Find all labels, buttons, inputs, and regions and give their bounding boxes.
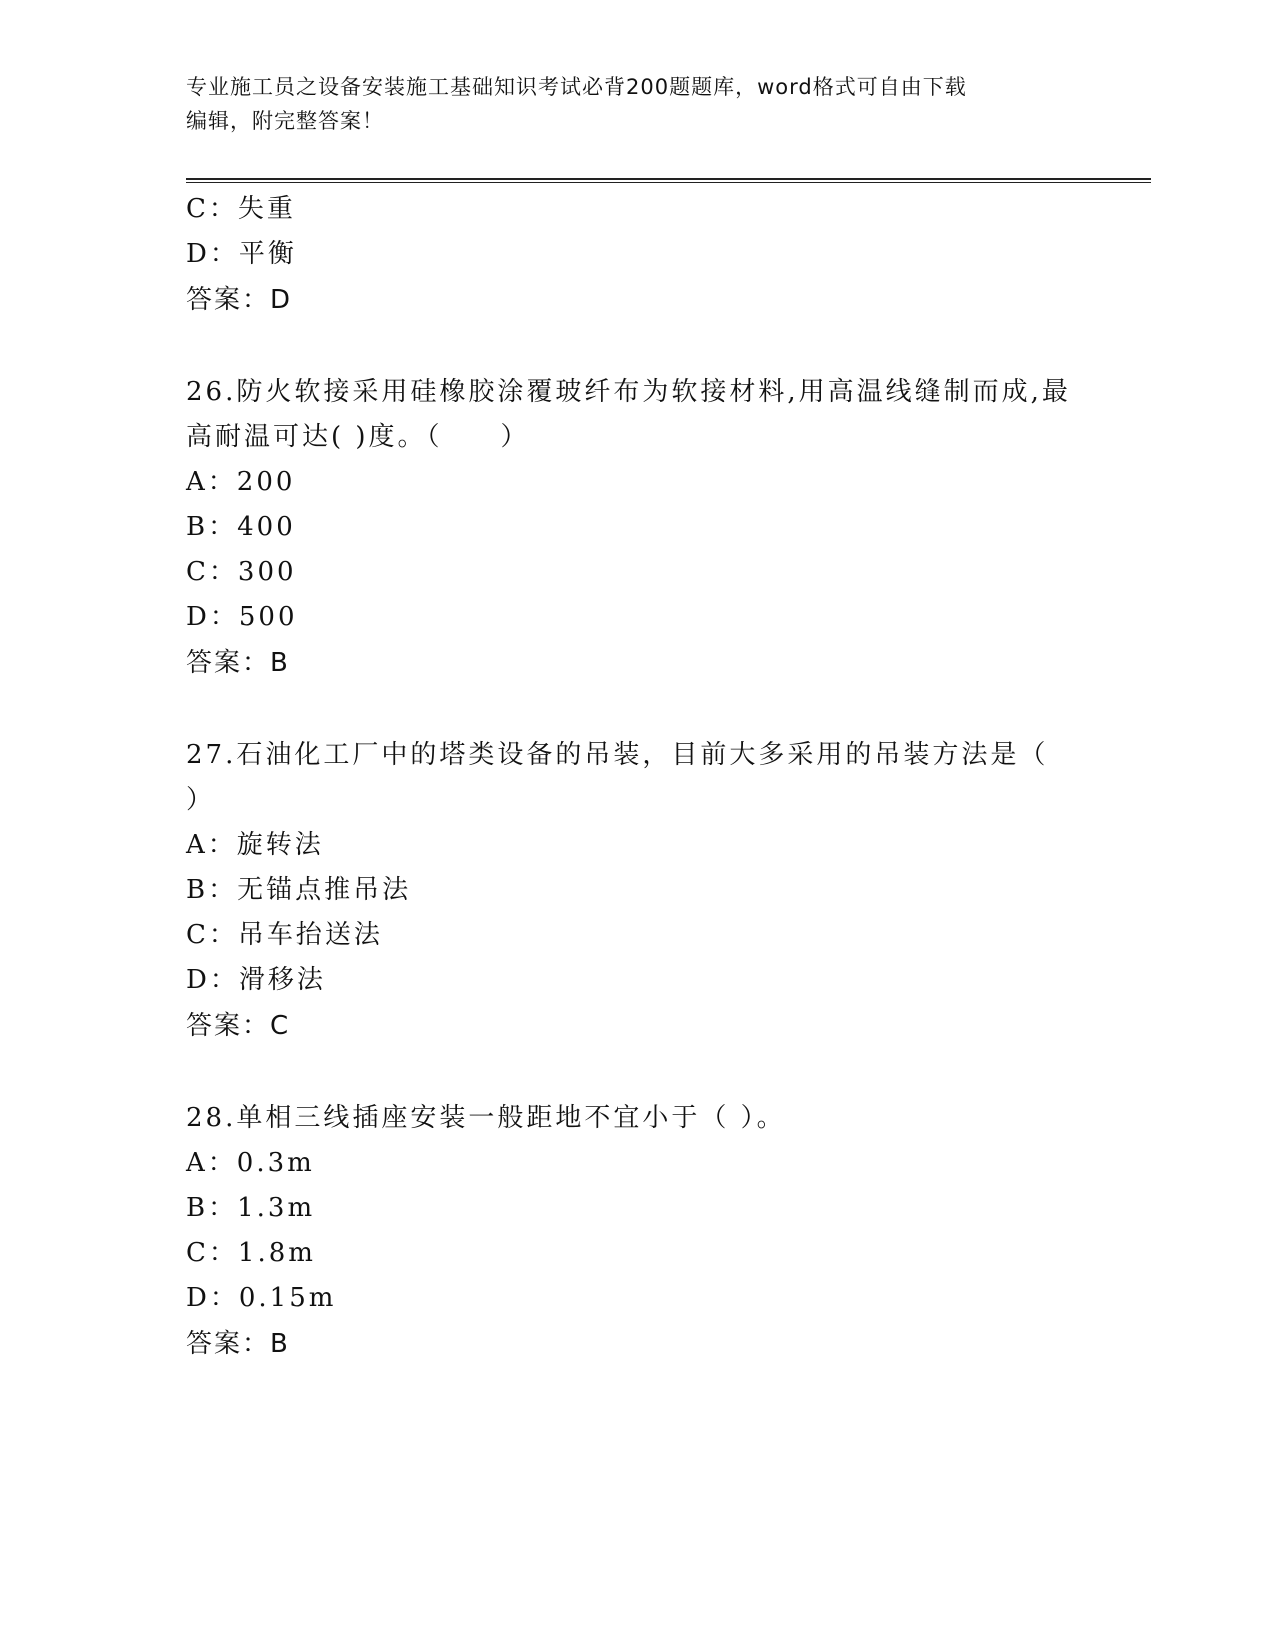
option-c: C：1.8m (186, 1238, 316, 1268)
answer-line: 答案：D (186, 285, 293, 315)
option-a: A：0.3m (186, 1148, 315, 1178)
question-25-tail (186, 187, 1086, 323)
option-d: D：平衡 (186, 239, 297, 269)
option-a: A：200 (186, 467, 296, 497)
header-title-line-1: 专业施工员之设备安装施工基础知识考试必背200题题库，word格式可自由下载 (186, 75, 967, 99)
question-number: 26 . (186, 377, 236, 407)
question-text-line-2: ） (186, 785, 216, 815)
option-d: D：500 (186, 602, 298, 632)
question-28 (186, 1096, 1086, 1367)
option-d: D：0.15m (186, 1283, 337, 1313)
question-text-line-2: 高耐温可达( )度。（ ） (186, 422, 530, 452)
question-text-line-1: 27 . 石油化工厂中的塔类设备的吊装，目前大多采用的吊装方法是（ (186, 733, 1086, 778)
option-d: D：滑移法 (186, 965, 326, 995)
option-a: A：旋转法 (186, 830, 324, 860)
option-c: C：300 (186, 557, 297, 587)
answer-line: 答案：B (186, 648, 290, 678)
answer-line: 答案：C (186, 1011, 291, 1041)
header-divider (186, 178, 1151, 183)
option-c: C：失重 (186, 194, 296, 224)
answer-line: 答案：B (186, 1329, 290, 1359)
option-b: B：400 (186, 512, 296, 542)
question-text-line-1: 28 . 单相三线插座安装一般距地不宜小于（ ）。 (186, 1096, 1086, 1141)
option-c: C：吊车抬送法 (186, 920, 383, 950)
question-number: 28 . (186, 1103, 236, 1133)
question-27 (186, 733, 1086, 1049)
option-b: B：无锚点推吊法 (186, 875, 412, 905)
question-list (186, 187, 1086, 1367)
question-text-line-1: 26 . 防火软接采用硅橡胶涂覆玻纤布为软接材料,用高温线缝制而成,最 (186, 370, 1086, 415)
question-26 (186, 370, 1086, 686)
option-b: B：1.3m (186, 1193, 316, 1223)
question-number: 27 . (186, 740, 236, 770)
document-header (186, 70, 1066, 138)
header-title-line-2: 编辑，附完整答案！ (186, 109, 384, 133)
